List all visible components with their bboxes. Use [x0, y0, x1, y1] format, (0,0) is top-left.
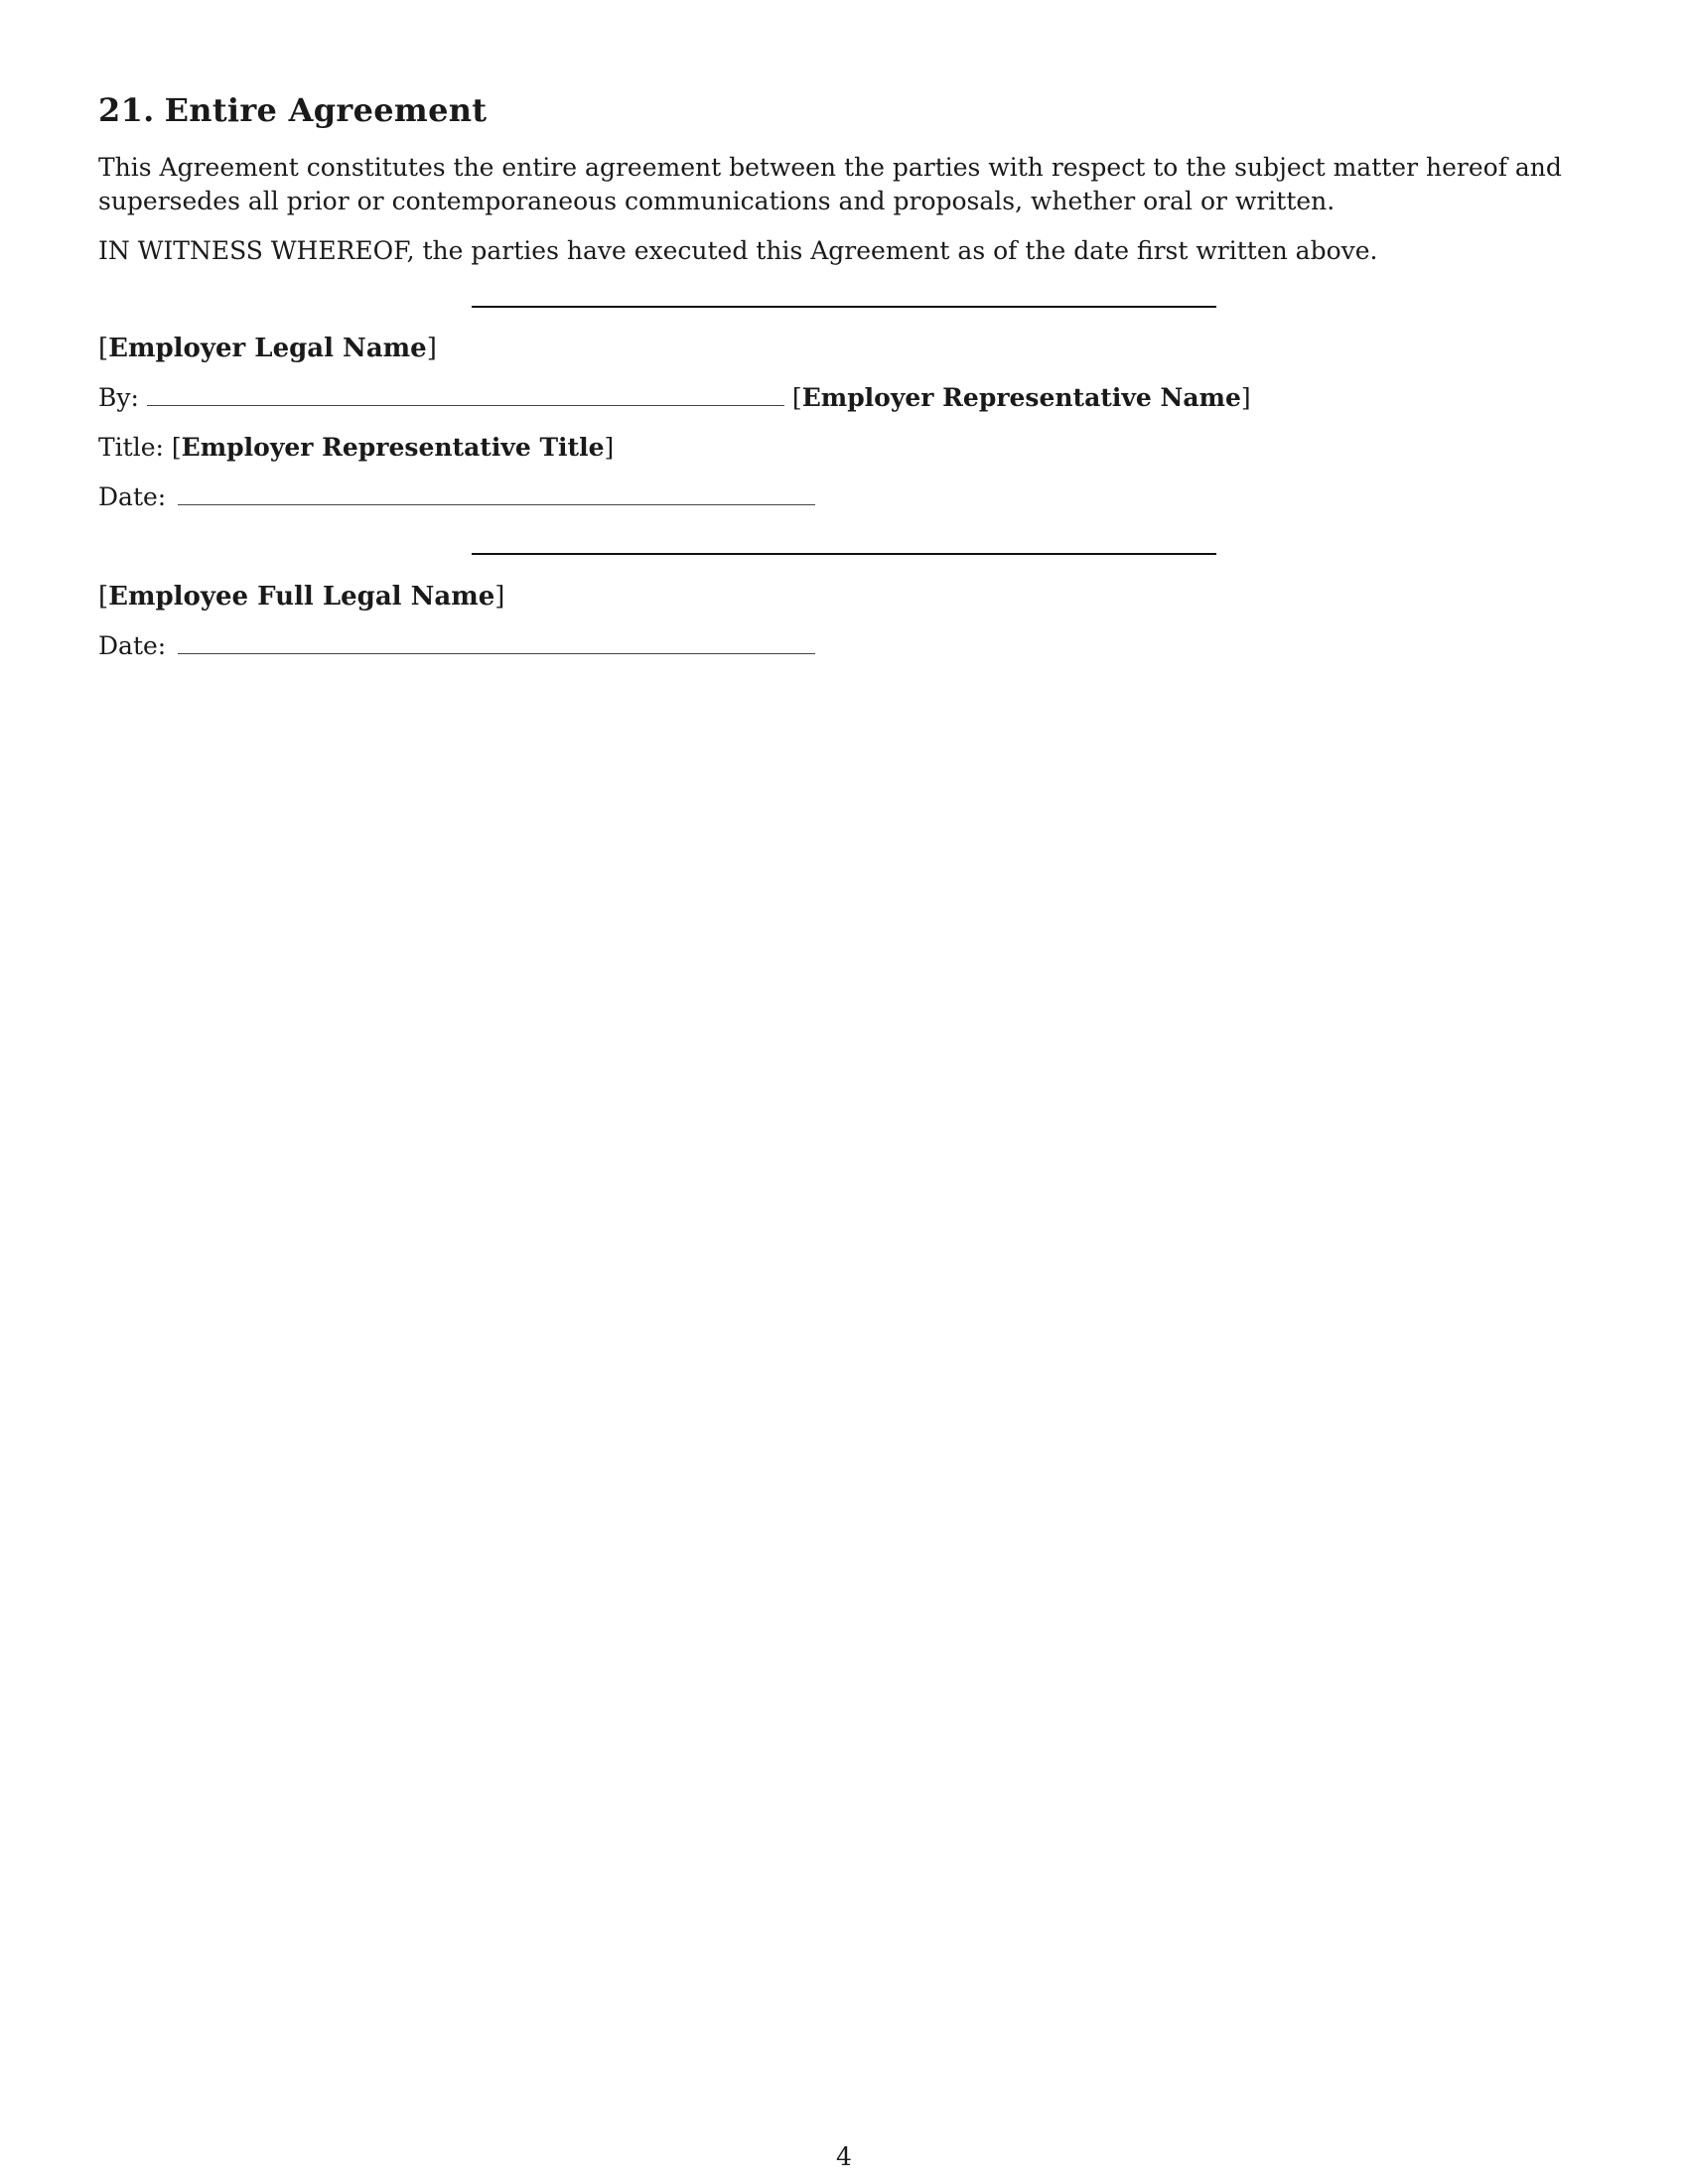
date-label: Date: — [98, 631, 167, 660]
by-signature-blank[interactable] — [147, 404, 784, 406]
close-bracket: ] — [1240, 383, 1251, 412]
employer-date-blank[interactable] — [178, 503, 815, 505]
employee-name-placeholder: Employee Full Legal Name — [108, 582, 495, 612]
employer-signature-line[interactable] — [472, 306, 1216, 308]
section-number: 21. — [98, 91, 155, 129]
witness-paragraph: IN WITNESS WHEREOF, the parties have executed this Agreement as of the date first written above. — [98, 236, 1378, 265]
open-bracket: [ — [98, 582, 109, 612]
section-title: Entire Agreement — [164, 91, 488, 129]
open-bracket: [ — [98, 334, 109, 363]
open-bracket: [ — [791, 383, 802, 412]
date-label: Date: — [98, 482, 167, 511]
employee-date-blank[interactable] — [178, 652, 815, 654]
employer-date-row — [98, 480, 823, 514]
employee-signature-line[interactable] — [472, 553, 1216, 555]
entire-agreement-paragraph: This Agreement constitutes the entire agreement between the parties with respect to the subject matter hereof and supersedes all prior or contemporaneous communications and proposals, whether oral or written. — [98, 153, 1562, 215]
employer-representative-name: Employer Representative Name — [801, 383, 1241, 412]
close-bracket: ] — [494, 582, 505, 612]
title-label: Title: — [98, 433, 164, 462]
employer-title-row — [98, 431, 614, 465]
close-bracket: ] — [604, 433, 615, 462]
page-number: 4 — [836, 2142, 852, 2171]
employer-representative-title: Employer Representative Title — [181, 433, 605, 462]
open-bracket: [ — [171, 433, 182, 462]
employer-name-placeholder: Employer Legal Name — [108, 334, 427, 363]
employer-legal-name — [98, 332, 437, 365]
close-bracket: ] — [426, 334, 437, 363]
by-label: By: — [98, 383, 139, 412]
section-heading — [98, 91, 487, 129]
employee-legal-name — [98, 580, 504, 614]
employer-by-row — [98, 381, 1251, 415]
employee-date-row — [98, 629, 823, 663]
